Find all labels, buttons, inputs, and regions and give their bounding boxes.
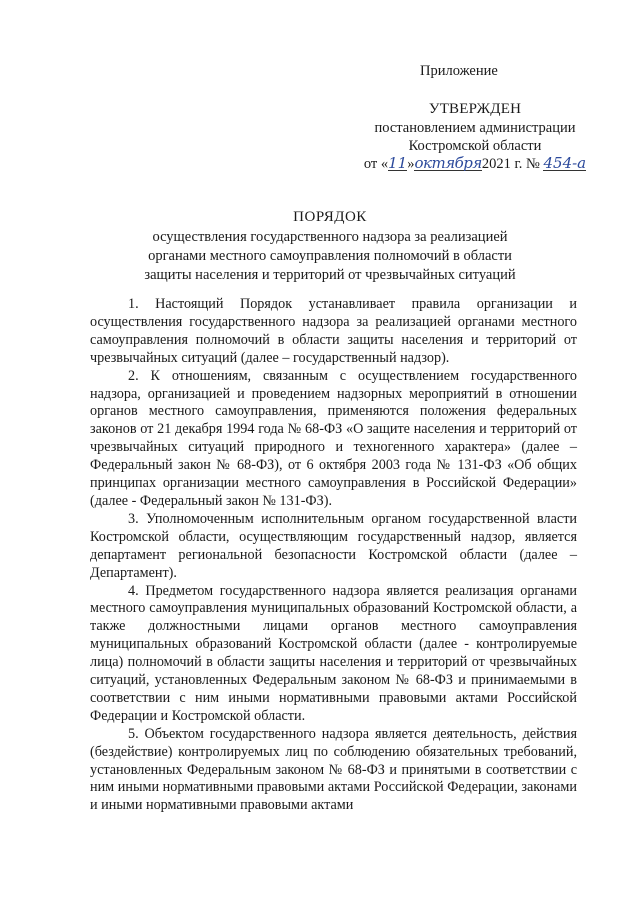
paragraph-4: 4. Предметом государственного надзора является реализация органами местного самоуправления муниципальных образований Костромской области, а также должностными лицами органов местного самоуправления муниципальных образований Костромской области (далее - контролируемые лица) полномочий в области защиты населения и территорий от чрезвычайных ситуаций, установленных Федеральным законом № 68-ФЗ и принимаемыми в соответствии с ним иными нормативными правовыми актами Российской Федерации и Костромской области.	[90, 582, 577, 724]
approved-by-line-2: Костромской области	[408, 138, 542, 154]
document-title	[90, 208, 570, 285]
paragraph-3: 3. Уполномоченным исполнительным органом государственной власти Костромской области, осуществляющим государственный надзор, является департамент региональной безопасности Костромской области (далее – Департамент).	[90, 510, 577, 581]
handwritten-doc-number: 454-а	[543, 154, 587, 172]
title-line-2: органами местного самоуправления полномочий в области	[148, 248, 512, 264]
paragraph-2: 2. К отношениям, связанным с осуществлением государственного надзора, организацией и проведением надзорных мероприятий в отношении органов местного самоуправления, применяются положения федеральных законов от 21 декабря 1994 года № 68-ФЗ «О защите населения и территорий от чрезвычайных ситуаций природного и техногенного характера» (далее – Федеральный закон № 68-ФЗ), от 6 октября 2003 года № 131-ФЗ «Об общих принципах организации местного самоуправления в Российской Федерации» (далее - Федеральный закон № 131-ФЗ).	[90, 367, 577, 509]
date-prefix: от «	[363, 156, 389, 172]
title-line-3: защиты населения и территорий от чрезвычайных ситуаций	[144, 267, 516, 283]
paragraph-5: 5. Объектом государственного надзора является деятельность, действия (бездействие) контролируемых лиц по соблюдению обязательных требований, установленных Федеральным законом № 68-ФЗ и принятыми в соответствии с ним иными нормативными правовыми актами Российской Федерации, законами и иными нормативными правовыми актами	[90, 725, 577, 814]
title-line-1: осуществления государственного надзора за реализацией	[152, 229, 508, 245]
approved-label: УТВЕРЖДЕН	[428, 101, 522, 117]
paragraph-1: 1. Настоящий Порядок устанавливает правила организации и осуществления государственного надзора за реализацией органами местного самоуправления полномочий в области защиты населения и территорий от чрезвычайных ситуаций (далее – государственный надзор).	[90, 296, 577, 366]
appendix-label: Приложение	[420, 63, 498, 79]
approved-by-line-1: постановлением администрации	[374, 120, 576, 136]
approval-block	[340, 100, 610, 173]
date-mid: »	[407, 156, 415, 172]
approval-date-line	[340, 155, 610, 173]
title-heading: ПОРЯДОК	[293, 209, 367, 225]
handwritten-date-day: 11	[388, 154, 408, 172]
date-year: 2021 г. №	[481, 156, 540, 172]
document-body	[90, 296, 577, 815]
handwritten-date-month: октября	[414, 154, 482, 172]
